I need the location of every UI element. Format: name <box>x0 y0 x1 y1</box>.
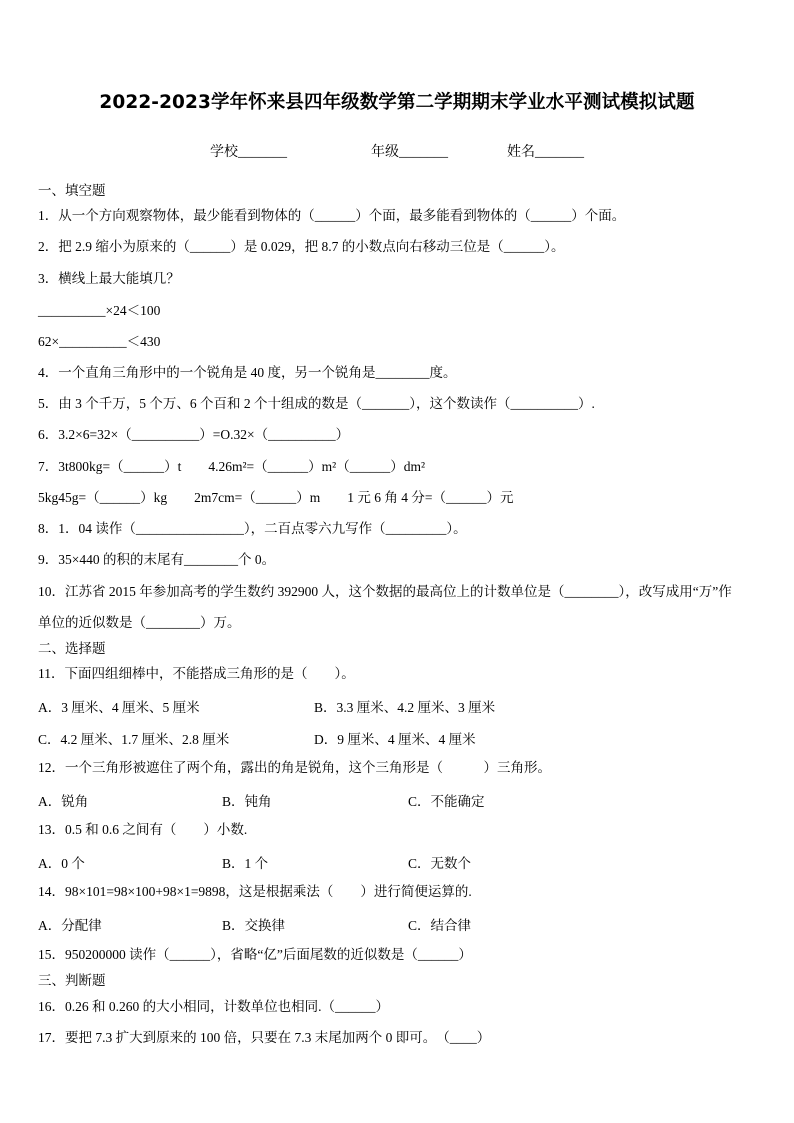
question-12-option-c: C．不能确定 <box>408 794 485 809</box>
question-12-option-b: B．钝角 <box>222 794 272 809</box>
question-17: 17．要把 7.3 扩大到原来的 100 倍，只要在 7.3 末尾加两个 0 即可。 （____） <box>38 1030 491 1045</box>
question-11: 11．下面四组细棒中，不能搭成三角形的是（ ）。 <box>38 666 355 681</box>
question-6: 6．3.2×6=32×（__________）=O.32×（__________） <box>38 427 350 442</box>
name-field: 姓名_______ <box>507 145 584 160</box>
question-11-option-b: B．3.3 厘米、4.2 厘米、3 厘米 <box>314 700 496 715</box>
question-10-line-2: 单位的近似数是（________）万。 <box>38 615 241 630</box>
question-2: 2．把 2.9 缩小为原来的（______）是 0.029，把 8.7 的小数点向右移动三位是（______）。 <box>38 239 565 254</box>
question-4: 4．一个直角三角形中的一个锐角是 40 度，另一个锐角是________度。 <box>38 365 457 380</box>
question-3-item-a: __________×24＜100 <box>38 303 161 318</box>
question-13-option-c: C．无数个 <box>408 856 472 871</box>
section-heading-fill-blank: 一、填空题 <box>38 183 106 198</box>
question-7-line-2: 5kg45g=（______）kg 2m7cm=（______）m 1 元 6 角 4 分=（______）元 <box>38 490 514 505</box>
question-14-option-a: A．分配律 <box>38 918 102 933</box>
question-14-option-c: C．结合律 <box>408 918 472 933</box>
question-10-line-1: 10．江苏省 2015 年参加高考的学生数约 392900 人，这个数据的最高位上的计数单位是（________），改写成用“万”作 <box>38 584 732 599</box>
question-3-item-b: 62×__________＜430 <box>38 334 161 349</box>
question-13-option-a: A．0 个 <box>38 856 85 871</box>
school-field: 学校_______ <box>210 145 287 160</box>
question-3: 3．横线上最大能填几？ <box>38 271 180 286</box>
question-1: 1．从一个方向观察物体，最少能看到物体的（______）个面，最多能看到物体的（______）个面。 <box>38 208 626 223</box>
section-heading-choice: 二、选择题 <box>38 641 106 656</box>
question-12: 12．一个三角形被遮住了两个角，露出的角是锐角，这个三角形是（ ）三角形。 <box>38 760 551 775</box>
question-11-option-d: D．9 厘米、4 厘米、4 厘米 <box>314 732 476 747</box>
section-heading-judgement: 三、判断题 <box>38 973 106 988</box>
grade-field: 年级_______ <box>371 145 448 160</box>
question-14-option-b: B．交换律 <box>222 918 286 933</box>
question-13: 13．0.5 和 0.6 之间有（ ）小数. <box>38 822 248 837</box>
question-5: 5．由 3 个千万，5 个万、6 个百和 2 个十组成的数是（_______），这个数读作（__________）. <box>38 396 595 411</box>
question-15: 15．950200000 读作（______），省略“亿”后面尾数的近似数是（______） <box>38 947 472 962</box>
question-14: 14．98×101=98×100+98×1=9898，这是根据乘法（ ）进行简便运算的. <box>38 884 472 899</box>
question-7-line-1: 7．3t800kg=（______）t 4.26m²=（______）m²（______）dm² <box>38 459 425 474</box>
question-11-option-a: A．3 厘米、4 厘米、5 厘米 <box>38 700 200 715</box>
page-title: 2022-2023学年怀来县四年级数学第二学期期末学业水平测试模拟试题 <box>99 92 695 113</box>
question-9: 9．35×440 的积的末尾有________个 0。 <box>38 552 276 567</box>
question-13-option-b: B．1 个 <box>222 856 269 871</box>
question-12-option-a: A．锐角 <box>38 794 89 809</box>
question-8: 8．1．04 读作（________________），二百点零六九写作（_________）。 <box>38 521 467 536</box>
question-11-option-c: C．4.2 厘米、1.7 厘米、2.8 厘米 <box>38 732 230 747</box>
question-16: 16．0.26 和 0.260 的大小相同，计数单位也相同.（______） <box>38 999 389 1014</box>
